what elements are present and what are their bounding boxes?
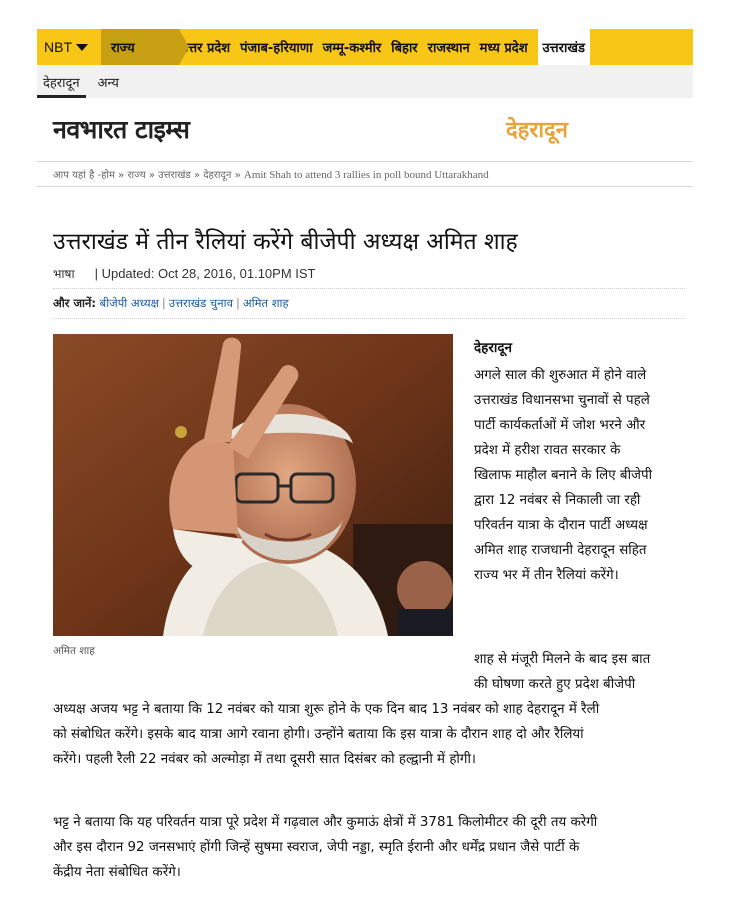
article-paragraph-2-wide bbox=[53, 697, 685, 772]
text-line: द्वारा 12 नवंबर से निकाली जा रही bbox=[474, 493, 641, 508]
breadcrumb-rajya[interactable]: राज्य bbox=[127, 170, 146, 181]
article-headline: उत्तराखंड में तीन रैलियां करेंगे बीजेपी अध्यक्ष अमित शाह bbox=[53, 229, 518, 255]
site-logo[interactable]: नवभारत टाइम्स bbox=[53, 115, 190, 144]
text-line: अगले साल की शुरुआत में होने वाले bbox=[474, 368, 647, 383]
breadcrumb bbox=[53, 167, 489, 181]
text-line: भट्ट ने बताया कि यह परिवर्तन यात्रा पूरे प्रदेश में गढ़वाल और कुमाऊं क्षेत्रों में 3781 किलोमीटर की दूरी तय करेगी bbox=[53, 815, 598, 830]
text-line: उत्तराखंड विधानसभा चुनावों से पहले bbox=[474, 393, 650, 408]
caret-down-icon bbox=[76, 44, 88, 51]
sub-nav-item-dehradun[interactable]: देहरादून bbox=[37, 65, 86, 98]
text-line: को संबोधित करेंगे। इसके बाद यात्रा आगे रवाना होगी। उन्होंने बताया कि इस यात्रा के दौरान शाह दो और रैलियां bbox=[53, 727, 584, 742]
breadcrumb-home[interactable]: होम bbox=[101, 170, 115, 181]
breadcrumb-prefix: आप यहां है - bbox=[53, 170, 102, 181]
city-title: देहरादून bbox=[506, 118, 568, 143]
nav-item-madhya-pradesh[interactable]: मध्य प्रदेश bbox=[479, 41, 528, 56]
breadcrumb-dehradun[interactable]: देहरादून bbox=[203, 170, 232, 181]
nav-item-uttarakhand[interactable]: उत्तराखंड bbox=[538, 29, 590, 65]
tag-uttarakhand-election[interactable]: उत्तराखंड चुनाव bbox=[168, 296, 233, 310]
divider bbox=[37, 161, 693, 162]
divider bbox=[53, 318, 685, 319]
nav-section-label: राज्य bbox=[111, 41, 135, 56]
breadcrumb-separator: » bbox=[190, 170, 204, 181]
text-line: की घोषणा करते हुए प्रदेश बीजेपी bbox=[474, 677, 636, 692]
divider bbox=[37, 186, 693, 187]
article-paragraph-2-narrow bbox=[474, 647, 685, 697]
nbt-menu-button[interactable] bbox=[37, 29, 101, 65]
nav-item-uttar-pradesh[interactable]: उत्तर प्रदेश bbox=[181, 41, 231, 56]
article-tags: और जानें: बीजेपी अध्यक्ष | उत्तराखंड चुनाव | अमित शाह bbox=[53, 296, 289, 310]
tags-label: और जानें: bbox=[53, 296, 96, 310]
divider bbox=[53, 288, 685, 289]
article-meta bbox=[53, 265, 316, 282]
article-paragraph-1 bbox=[474, 363, 685, 588]
article-paragraph-3 bbox=[53, 810, 685, 885]
text-line: अध्यक्ष अजय भट्ट ने बताया कि 12 नवंबर को यात्रा शुरू होने के एक दिन बाद 13 नवंबर को शाह देहरादून में रैली bbox=[53, 702, 600, 717]
nav-items bbox=[181, 29, 590, 65]
text-line: खिलाफ माहौल बनाने के लिए बीजेपी bbox=[474, 468, 653, 483]
text-line: अमित शाह राजधानी देहरादून सहित bbox=[474, 543, 647, 558]
article-dateline: देहरादून bbox=[474, 340, 513, 356]
sub-nav-item-other[interactable]: अन्य bbox=[97, 75, 119, 91]
nav-item-jammu-kashmir[interactable]: जम्मू-कश्मीर bbox=[322, 41, 382, 56]
text-line: पार्टी कार्यकर्ताओं में जोश भरने और bbox=[474, 418, 646, 433]
article-photo bbox=[53, 334, 453, 636]
text-line: करेंगे। पहली रैली 22 नवंबर को अल्मोड़ा में तथा दूसरी सात दिसंबर को हल्द्वानी में होगी। bbox=[53, 752, 476, 767]
tag-bjp-president[interactable]: बीजेपी अध्यक्ष bbox=[99, 296, 159, 310]
article-source: भाषा bbox=[53, 267, 75, 281]
article-updated: | Updated: Oct 28, 2016, 01.10PM IST bbox=[94, 266, 316, 281]
sub-nav bbox=[37, 65, 693, 98]
text-line: शाह से मंजूरी मिलने के बाद इस बात bbox=[474, 652, 651, 667]
text-line: राज्य भर में तीन रैलियां करेंगे। bbox=[474, 568, 619, 583]
text-line: प्रदेश में हरीश रावत सरकार के bbox=[474, 443, 621, 458]
photo-caption: अमित शाह bbox=[53, 645, 95, 657]
tag-amit-shah[interactable]: अमित शाह bbox=[242, 296, 289, 310]
breadcrumb-current: Amit Shah to attend 3 rallies in poll bound Uttarakhand bbox=[243, 169, 489, 181]
text-line: केंद्रीय नेता संबोधित करेंगे। bbox=[53, 865, 181, 880]
nav-section-rajya[interactable] bbox=[101, 29, 189, 65]
top-nav bbox=[37, 29, 693, 65]
breadcrumb-separator: » bbox=[231, 170, 244, 181]
nav-item-punjab-haryana[interactable]: पंजाब-हरियाणा bbox=[240, 41, 313, 56]
nav-item-rajasthan[interactable]: राजस्थान bbox=[427, 41, 470, 56]
text-line: परिवर्तन यात्रा के दौरान पार्टी अध्यक्ष bbox=[474, 518, 648, 533]
breadcrumb-separator: » bbox=[114, 170, 128, 181]
nbt-label: NBT bbox=[44, 39, 72, 55]
breadcrumb-separator: » bbox=[145, 170, 159, 181]
nav-item-bihar[interactable]: बिहार bbox=[391, 41, 418, 56]
text-line: और इस दौरान 92 जनसभाएं होंगी जिन्हें सुषमा स्वराज, जेपी नड्डा, स्मृति ईरानी और धर्मेंद्र प्रधान जैसे पार्टी के bbox=[53, 840, 580, 855]
breadcrumb-uttarakhand[interactable]: उत्तराखंड bbox=[158, 170, 191, 181]
